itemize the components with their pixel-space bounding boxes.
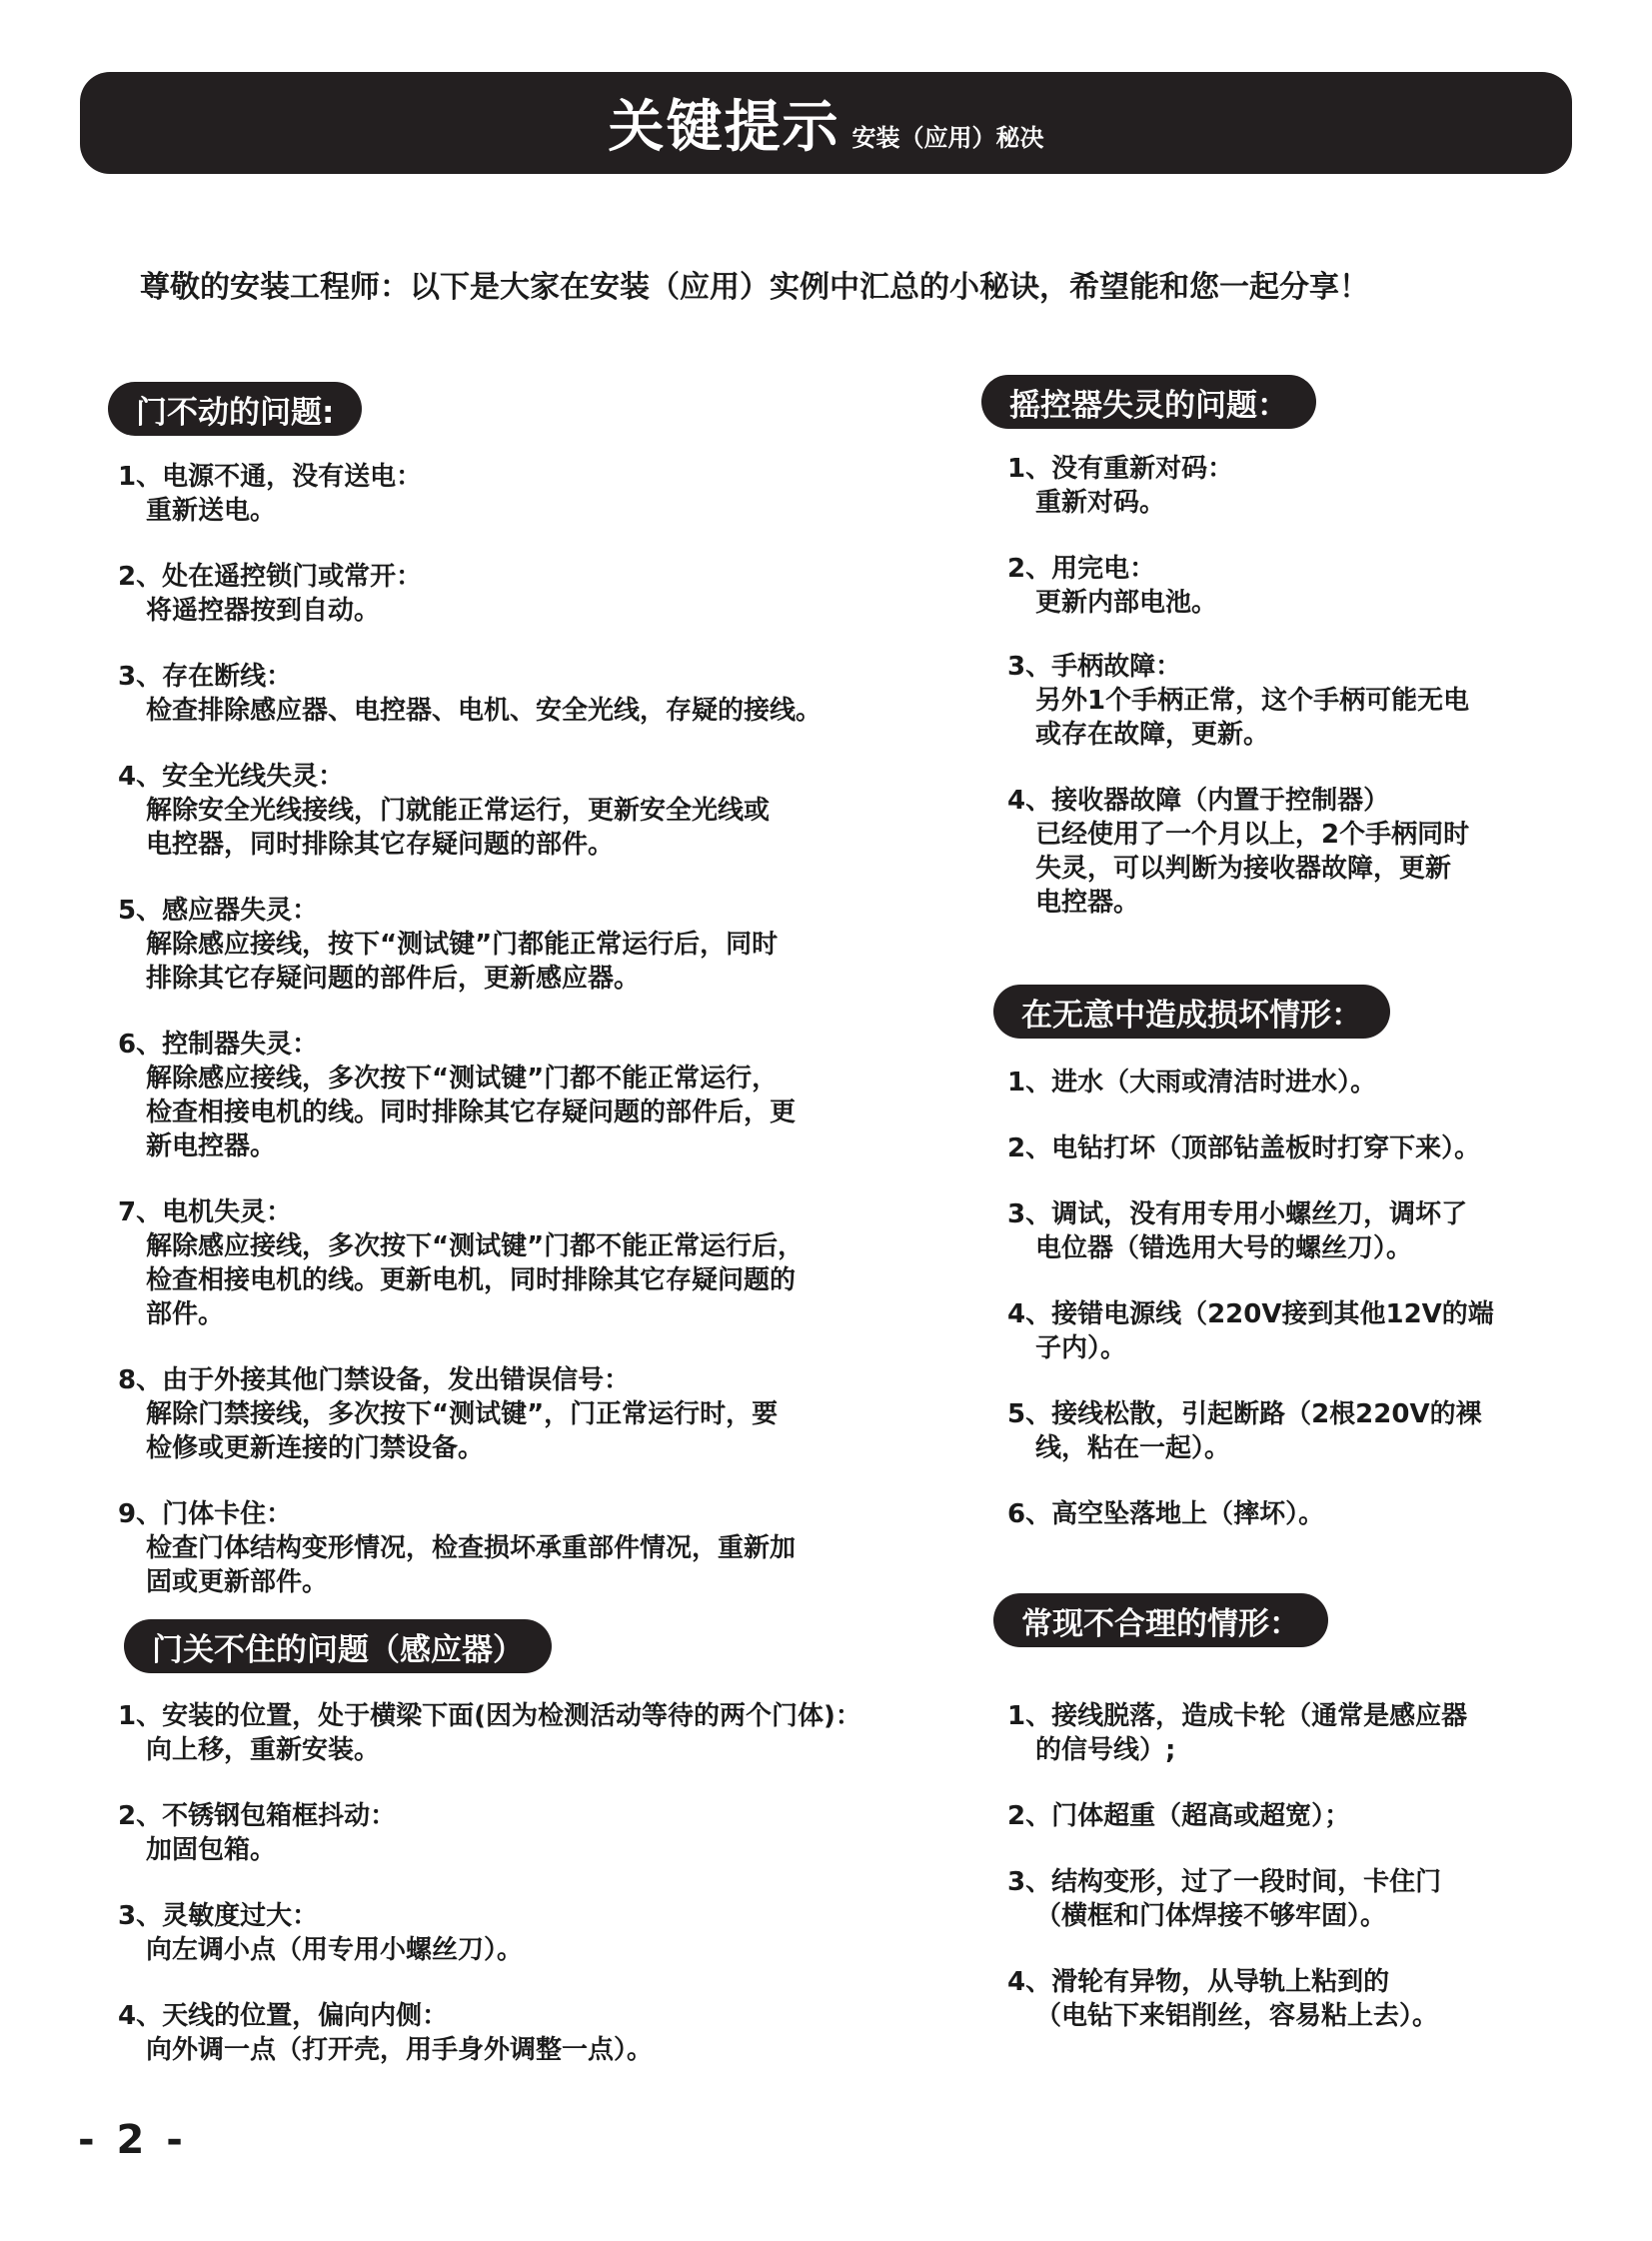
list-item xyxy=(118,1497,796,1599)
item-heading: 3、结构变形，过了一段时间，卡住门 xyxy=(1007,1867,1442,1897)
item-body: 将遥控器按到自动。 xyxy=(146,596,381,626)
item-heading: 1、没有重新对码： xyxy=(1007,454,1234,484)
item-body: 解除门禁接线，多次按下“测试键”，门正常运行时，要 检修或更新连接的门禁设备。 xyxy=(146,1399,779,1463)
list-item xyxy=(118,1699,861,1767)
list-item xyxy=(1007,1131,1480,1165)
list-item xyxy=(1007,650,1469,752)
list-item xyxy=(118,1799,396,1867)
item-body: 的信号线）; xyxy=(1035,1735,1176,1765)
item-body: （横框和门体焊接不够牢固）。 xyxy=(1035,1901,1387,1931)
item-body: 更新内部电池。 xyxy=(1035,588,1218,618)
item-heading: 3、存在断线： xyxy=(118,662,293,692)
item-heading: 8、由于外接其他门禁设备，发出错误信号： xyxy=(118,1365,631,1395)
item-body: 向左调小点（用专用小螺丝刀）。 xyxy=(146,1935,524,1965)
item-body: 解除感应接线，按下“测试键”门都能正常运行后，同时 排除其它存疑问题的部件后，更新感应器。 xyxy=(146,930,779,994)
list-item xyxy=(1007,1197,1467,1265)
item-heading: 4、安全光线失灵： xyxy=(118,762,345,792)
list-item xyxy=(118,560,422,628)
item-heading: 4、天线的位置，偏向内侧： xyxy=(118,2001,449,2031)
list-item xyxy=(118,1363,778,1465)
item-body: 向外调一点（打开壳，用手身外调整一点）。 xyxy=(146,2035,654,2065)
item-body: 重新对码。 xyxy=(1035,488,1166,518)
list-item xyxy=(1007,1699,1467,1767)
title-main: 关键提示 xyxy=(608,95,840,160)
item-body: （电钻下来铝削丝，容易粘上去）。 xyxy=(1035,2001,1439,2031)
item-heading: 2、处在遥控锁门或常开： xyxy=(118,562,423,592)
item-body: 加固包箱。 xyxy=(146,1835,277,1865)
section-heading-remote-failure: 摇控器失灵的问题： xyxy=(981,375,1316,429)
list-item xyxy=(1007,1397,1482,1465)
item-body: 线，粘在一起）。 xyxy=(1035,1433,1231,1463)
section-heading-unreasonable: 常现不合理的情形： xyxy=(993,1593,1328,1647)
list-item xyxy=(118,1899,523,1967)
list-item xyxy=(1007,1066,1376,1100)
list-item xyxy=(118,1999,653,2067)
list-item xyxy=(1007,1799,1350,1833)
title-sub: 安装（应用）秘决 xyxy=(851,123,1044,152)
item-heading: 2、门体超重（超高或超宽）； xyxy=(1007,1801,1351,1831)
item-body: 解除感应接线，多次按下“测试键”门都不能正常运行后， 检查相接电机的线。更新电机，同时排除其它存疑问题的 部件。 xyxy=(146,1231,805,1329)
item-heading: 6、控制器失灵： xyxy=(118,1030,319,1060)
item-body: 已经使用了一个月以上，2个手柄同时 失灵，可以判断为接收器故障，更新 电控器。 xyxy=(1035,820,1470,918)
list-item xyxy=(118,1028,796,1163)
item-body: 检查门体结构变形情况，检查损坏承重部件情况，重新加 固或更新部件。 xyxy=(146,1533,797,1597)
item-heading: 4、接错电源线（220V接到其他12V的端 xyxy=(1007,1299,1494,1329)
item-heading: 5、感应器失灵： xyxy=(118,896,319,926)
list-item xyxy=(118,1195,804,1331)
list-item xyxy=(118,460,422,528)
list-item xyxy=(1007,1497,1324,1531)
item-heading: 9、门体卡住： xyxy=(118,1499,293,1529)
item-heading: 5、接线松散，引起断路（2根220V的裸 xyxy=(1007,1399,1482,1429)
item-body: 另外1个手柄正常，这个手柄可能无电 或存在故障，更新。 xyxy=(1035,686,1470,750)
item-body: 电位器（错选用大号的螺丝刀）。 xyxy=(1035,1233,1413,1263)
item-heading: 3、灵敏度过大： xyxy=(118,1901,319,1931)
item-heading: 4、接收器故障（内置于控制器） xyxy=(1007,786,1390,816)
intro-text: 尊敬的安装工程师：以下是大家在安装（应用）实例中汇总的小秘诀，希望能和您一起分享！ xyxy=(140,270,1369,305)
list-item xyxy=(1007,452,1233,520)
section-heading-accidental-damage: 在无意中造成损坏情形： xyxy=(993,985,1390,1039)
item-heading: 3、手柄故障： xyxy=(1007,652,1182,682)
item-heading: 4、滑轮有异物，从导轨上粘到的 xyxy=(1007,1967,1390,1997)
item-heading: 1、电源不通，没有送电： xyxy=(118,462,423,492)
page-number: - 2 - xyxy=(78,2117,187,2163)
section-heading-door-not-moving: 门不动的问题: xyxy=(108,382,362,436)
item-heading: 7、电机失灵： xyxy=(118,1197,293,1227)
item-body: 检查排除感应器、电控器、电机、安全光线，存疑的接线。 xyxy=(146,696,823,726)
item-heading: 3、调试，没有用专用小螺丝刀，调坏了 xyxy=(1007,1199,1468,1229)
item-heading: 2、不锈钢包箱框抖动： xyxy=(118,1801,397,1831)
item-body: 向上移，重新安装。 xyxy=(146,1735,381,1765)
section-heading-door-not-closing: 门关不住的问题（感应器） xyxy=(124,1619,552,1673)
item-heading: 2、电钻打坏（顶部钻盖板时打穿下来）。 xyxy=(1007,1133,1481,1163)
item-heading: 2、用完电： xyxy=(1007,554,1156,584)
list-item xyxy=(1007,552,1217,620)
list-item xyxy=(118,760,770,862)
item-heading: 1、接线脱落，造成卡轮（通常是感应器 xyxy=(1007,1701,1468,1731)
list-item xyxy=(1007,784,1469,920)
item-heading: 1、进水（大雨或清洁时进水）。 xyxy=(1007,1068,1377,1098)
title-banner xyxy=(80,72,1572,174)
item-body: 解除安全光线接线，门就能正常运行，更新安全光线或 电控器，同时排除其它存疑问题的部件。 xyxy=(146,796,771,860)
list-item xyxy=(118,660,822,728)
item-body: 子内）。 xyxy=(1035,1333,1127,1363)
list-item xyxy=(118,894,778,996)
item-heading: 1、安装的位置，处于横梁下面(因为检测活动等待的两个门体)： xyxy=(118,1701,861,1731)
list-item xyxy=(1007,1965,1438,2033)
list-item xyxy=(1007,1297,1494,1365)
item-body: 重新送电。 xyxy=(146,496,277,526)
item-heading: 6、高空坠落地上（摔坏）。 xyxy=(1007,1499,1325,1529)
item-body: 解除感应接线，多次按下“测试键”门都不能正常运行， 检查相接电机的线。同时排除其它存疑问题的部件后，更 新电控器。 xyxy=(146,1064,797,1161)
list-item xyxy=(1007,1865,1441,1933)
